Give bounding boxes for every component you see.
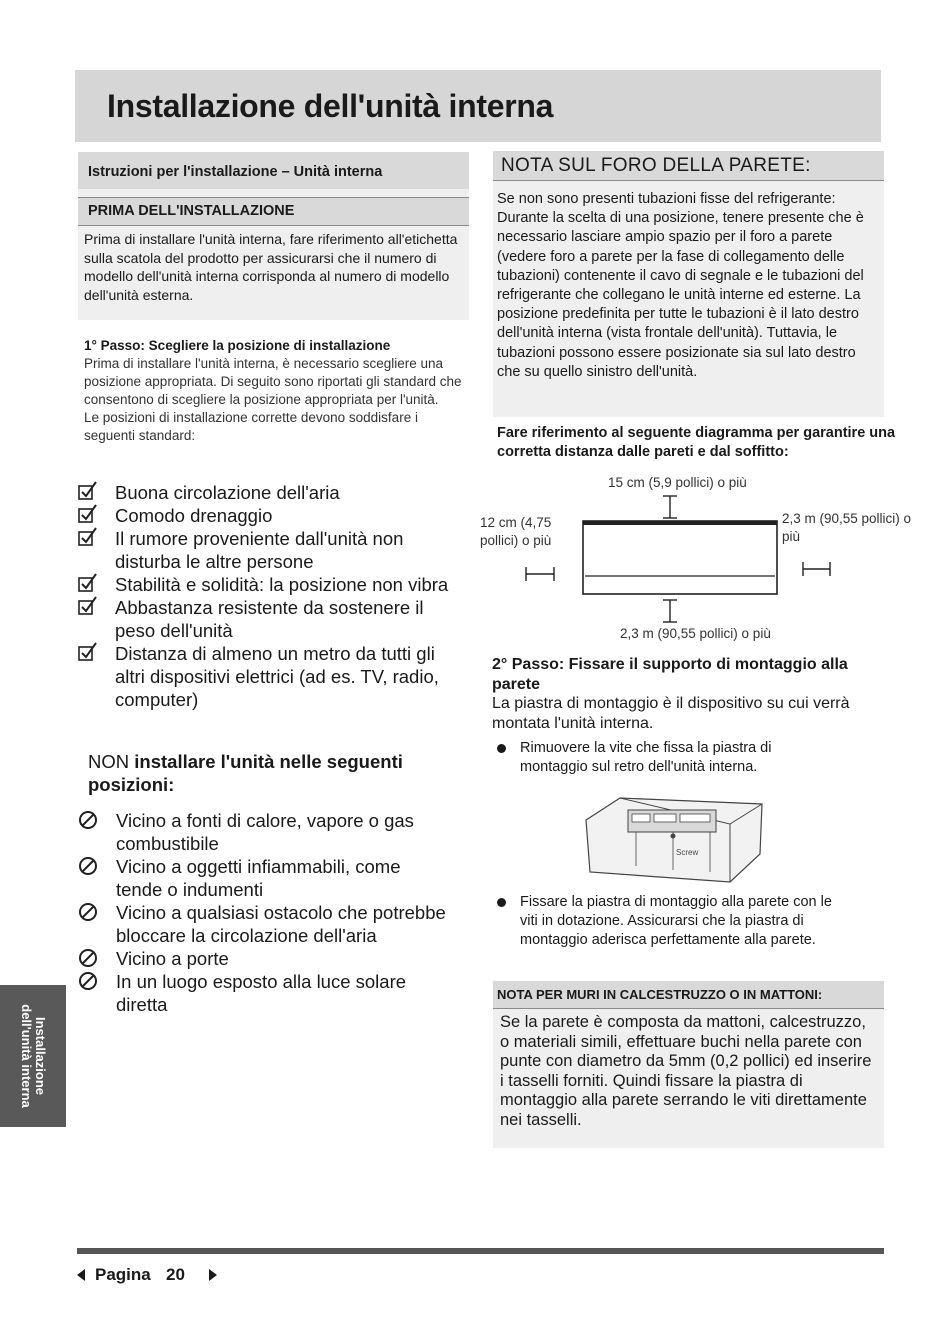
checkbox-check-icon bbox=[77, 480, 99, 502]
concrete-header: NOTA PER MURI IN CALCESTRUZZO O IN MATTONI: bbox=[497, 987, 823, 1002]
prohibited-icon bbox=[78, 810, 98, 830]
before-header-bar bbox=[78, 197, 469, 226]
checklist-text: Buona circolazione dell'aria bbox=[115, 482, 340, 503]
mounting-plate-illustration bbox=[580, 792, 765, 887]
clearance-right-label: 2,3 m (90,55 pollici) o più bbox=[782, 511, 912, 544]
list-item bbox=[492, 739, 792, 777]
not-install-list bbox=[78, 809, 448, 1016]
list-item bbox=[78, 855, 448, 901]
before-header: PRIMA DELL'INSTALLAZIONE bbox=[88, 203, 295, 219]
step1-text1: Prima di installare l'unità interna, è necessario scegliere una posizione appropriata. Di seguito sono riportati gli standard che consentono di scegliere la posizione appropriata per l'unità. bbox=[84, 356, 462, 407]
list-item bbox=[492, 893, 842, 950]
step2-bullet-1 bbox=[492, 739, 792, 777]
side-tab-label: Installazione dell'unità interna bbox=[19, 1004, 48, 1108]
concrete-header-bar bbox=[493, 981, 884, 1009]
not-list-text: In un luogo esposto alla luce solare diretta bbox=[116, 971, 407, 1015]
checklist-text: Stabilità e solidità: la posizione non vibra bbox=[115, 574, 449, 595]
checkbox-check-icon bbox=[77, 526, 99, 548]
clearance-bottom-label: 2,3 m (90,55 pollici) o più bbox=[620, 626, 771, 641]
wall-hole-header: NOTA SUL FORO DELLA PARETE: bbox=[501, 155, 811, 176]
list-item bbox=[77, 642, 457, 711]
not-list-text: Vicino a qualsiasi ostacolo che potrebbe bloccare la circolazione dell'aria bbox=[116, 902, 446, 946]
prohibited-icon bbox=[78, 948, 98, 968]
instructions-box bbox=[78, 152, 469, 320]
prohibited-icon bbox=[78, 902, 98, 922]
screw-label: Screw bbox=[676, 848, 699, 857]
footer-rule bbox=[77, 1248, 884, 1254]
checkbox-check-icon bbox=[77, 595, 99, 617]
indoor-unit-top-band bbox=[583, 521, 777, 525]
checklist-text: Abbastanza resistente da sostenere il peso dell'unità bbox=[115, 597, 424, 641]
clearance-top-label: 15 cm (5,9 pollici) o più bbox=[608, 475, 747, 490]
page-number: 20 bbox=[166, 1265, 185, 1284]
list-item bbox=[77, 596, 457, 642]
step1-block bbox=[84, 337, 464, 445]
diagram-caption: Fare riferimento al seguente diagramma per garantire una corretta distanza dalle pareti e dal soffitto: bbox=[497, 425, 896, 460]
wall-hole-note bbox=[493, 151, 884, 417]
checklist-text: Il rumore proveniente dall'unità non disturba le altre persone bbox=[115, 528, 404, 572]
prohibited-icon bbox=[78, 856, 98, 876]
step1-title: 1° Passo: Scegliere la posizione di installazione bbox=[84, 338, 391, 353]
next-page-icon[interactable] bbox=[207, 1268, 219, 1282]
not-list-text: Vicino a fonti di calore, vapore o gas combustibile bbox=[116, 810, 414, 854]
list-item bbox=[77, 481, 457, 504]
checklist bbox=[77, 481, 457, 711]
wall-hole-header-bar bbox=[493, 151, 884, 181]
page-label: Pagina bbox=[95, 1265, 151, 1284]
not-heading-prefix: NON bbox=[88, 751, 130, 772]
step2-title: 2° Passo: Fissare il supporto di montaggio alla parete bbox=[492, 656, 848, 693]
concrete-note bbox=[493, 981, 884, 1148]
checkbox-check-icon bbox=[77, 572, 99, 594]
bullet-dot-icon bbox=[497, 744, 506, 753]
indoor-unit-outline bbox=[583, 521, 777, 594]
not-install-heading bbox=[88, 750, 408, 796]
prev-page-icon[interactable] bbox=[75, 1268, 87, 1282]
list-item bbox=[78, 947, 448, 970]
prohibited-icon bbox=[78, 971, 98, 991]
page-title: Installazione dell'unità interna bbox=[107, 88, 554, 124]
bullet-text: Fissare la piastra di montaggio alla parete con le viti in dotazione. Assicurarsi che la piastra di montaggio aderisca perfettamente alla parete. bbox=[520, 894, 832, 948]
clearance-diagram bbox=[470, 470, 930, 645]
side-tab[interactable] bbox=[0, 985, 66, 1127]
concrete-text: Se la parete è composta da mattoni, calcestruzzo, o materiali simili, effettuare buchi nella parete con punte con diametro da 5mm (0,2 pollici) ed inserire i tasselli forniti. Quindi fissare la piastra di montaggio alla parete serrando le viti direttamente nei tasselli. bbox=[500, 1013, 872, 1129]
clearance-diagram-graphic bbox=[470, 470, 930, 645]
not-heading-rest: installare l'unità nelle seguenti posizioni: bbox=[88, 751, 403, 795]
step2-bullet-2 bbox=[492, 893, 842, 950]
list-item bbox=[78, 901, 448, 947]
checklist-text: Distanza di almeno un metro da tutti gli altri dispositivi elettrici (ad es. TV, radio, computer) bbox=[115, 643, 439, 710]
not-list-text: Vicino a oggetti infiammabili, come tende o indumenti bbox=[116, 856, 401, 900]
step2-text: La piastra di montaggio è il dispositivo su cui verrà montata l'unità interna. bbox=[492, 695, 850, 732]
checklist-text: Comodo drenaggio bbox=[115, 505, 273, 526]
not-list-text: Vicino a porte bbox=[116, 948, 229, 969]
before-text: Prima di installare l'unità interna, fare riferimento all'etichetta sulla scatola del prodotto per assicurarsi che il numero di modello dell'unità interna corrisponda al numero di modello dell'unità esterna. bbox=[84, 231, 458, 303]
checkbox-check-icon bbox=[77, 641, 99, 663]
wall-hole-text: Se non sono presenti tubazioni fisse del refrigerante: Durante la scelta di una posizione, tenere presente che è necessario lasciare ampio spazio per il foro a parete (vedere foro a parete per la fase di collegamento delle tubazioni) contenente il cavo di segnale e le tubazioni del refrigerante che collegano le unità interne ed esterne. La posizione predefinita per tutte le tubazioni è il lato destro dell'unità interna (vista frontale dell'unità). Tuttavia, le tubazioni possono essere posizionate sia sul lato destro che su quello sinistro dell'unità. bbox=[497, 191, 864, 380]
instructions-header: Istruzioni per l'installazione – Unità interna bbox=[88, 164, 383, 180]
checkbox-check-icon bbox=[77, 503, 99, 525]
list-item bbox=[77, 504, 457, 527]
list-item bbox=[77, 573, 457, 596]
mounting-plate-graphic bbox=[580, 792, 765, 887]
footer-pagination bbox=[75, 1265, 235, 1285]
list-item bbox=[78, 809, 448, 855]
list-item bbox=[78, 970, 448, 1016]
step2-block bbox=[492, 655, 872, 733]
clearance-left-label: 12 cm (4,75 pollici) o più bbox=[480, 515, 552, 548]
bullet-dot-icon bbox=[497, 898, 506, 907]
instructions-header-bar bbox=[78, 152, 469, 189]
title-band bbox=[75, 70, 881, 142]
bullet-text: Rimuovere la vite che fissa la piastra di montaggio sul retro dell'unità interna. bbox=[520, 740, 772, 775]
list-item bbox=[77, 527, 457, 573]
step1-text2: Le posizioni di installazione corrette devono soddisfare i seguenti standard: bbox=[84, 410, 418, 443]
